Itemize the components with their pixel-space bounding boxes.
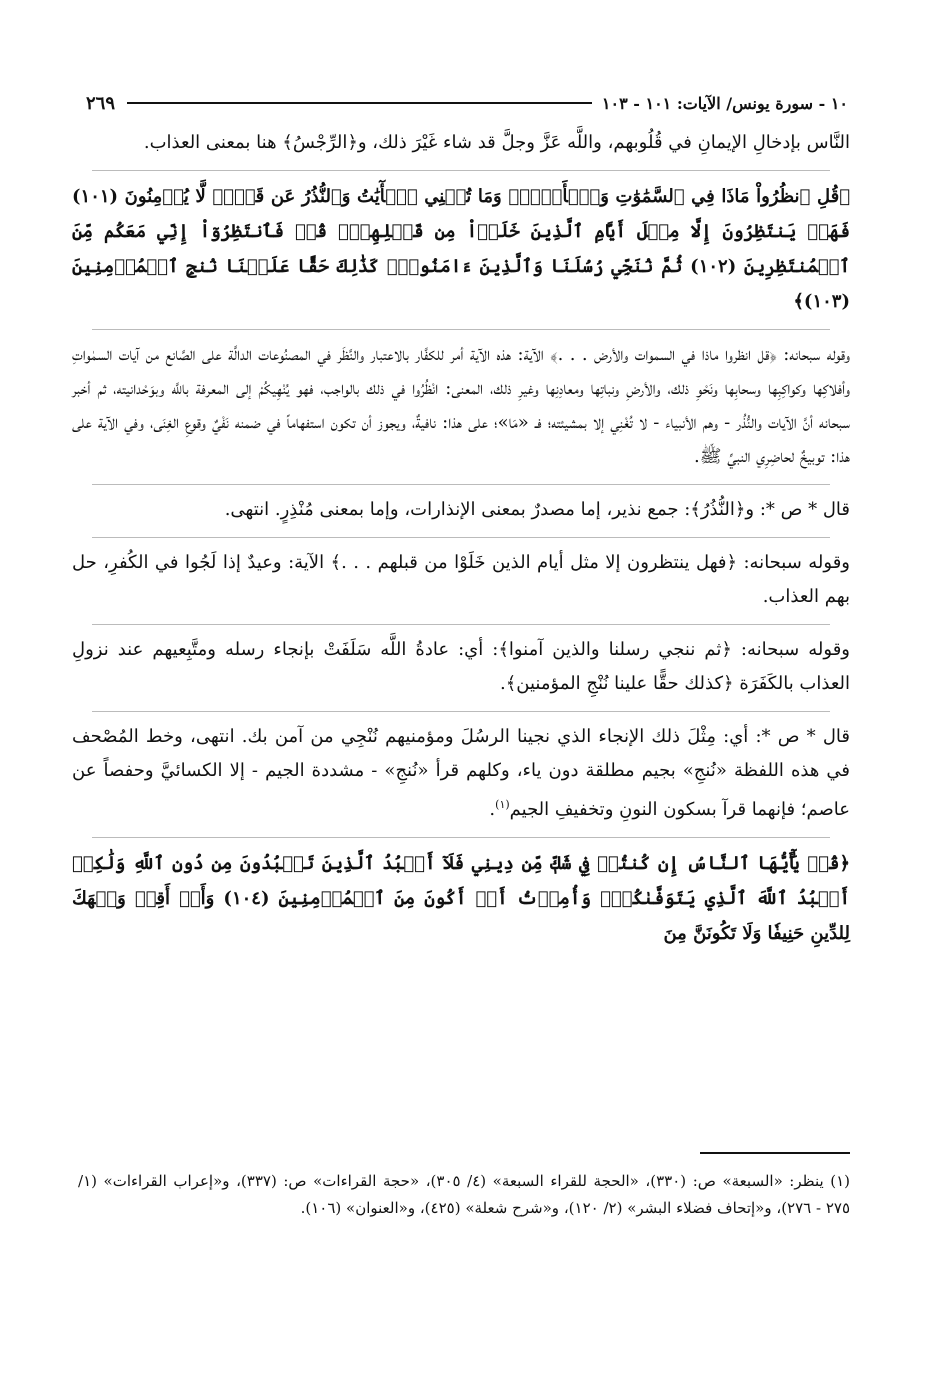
footnote-1: (١) ينظر: «السبعة» ص: (٣٣٠)، «الحجة للقراء السبعة» (٤/ ٣٠٥)، «حجة القراءات» ص: (٣٣٧)، و«إعراب القراءات» (١/ ٢٧٥ - ٢٧٦)، و«إتحاف فضلاء البشر» (٢/ ١٢٠)، و«شرح شعلة» (٤٢٥)، و«العنوان» (١٠٦).: [78, 1172, 850, 1217]
page-body: [72, 126, 850, 961]
paragraph-commentary-103: وقوله سبحانه: ﴿ثم ننجي رسلنا والذين آمنوا﴾: أي: عادةُ اللَّه سَلَفَتْ بإنجاء رسله ومتَّبِعيهم عند نزولِ العذاب بالكَفَرَة ﴿كذلك حقًّا علينا نُنْجِ المؤمنين﴾.: [72, 639, 850, 694]
paragraph-qiraat: قال * ص *: أي: مِثْلَ ذلك الإنجاء الذي نجينا الرسُلَ ومؤمنيهم نُنْجِي من آمن بك. انتهى، وخط المُصْحف في هذه اللفظة «نُنجِ» بجيم مطلقة دون ياء، وكلهم قرأ «نُنجِ» - مشددة الجيم - إلا الكسائيَّ وحفصاً عن عاصم؛ فإنهما قرآ بسكون النونِ وتخفيفِ الجيم$^{(١)}$.: [72, 726, 850, 820]
footnotes: [78, 1152, 850, 1237]
header-rule: [127, 102, 592, 104]
paragraph-intro: النَّاس بإدخالِ الإيمانِ في قُلُوبهم، واللَّه عَزَّ وجلَّ قد شاء غَيْرَ ذلك، و﴿الرِّجْسُ﴾ هنا بمعنى العذاب.: [143, 132, 850, 153]
paragraph-commentary-102: وقوله سبحانه: ﴿فهل ينتظرون إلا مثل أيام الذين خَلَوْا من قبلهم . . .﴾ الآية: وعيدٌ إذا لَجُوا في الكُفرِ، حل بهم العذاب.: [72, 552, 850, 607]
quran-verses-104-105: ﴿قُلۡ يَٰٓأَيُّهَا ٱلنَّاسُ إِن كُنتُمۡ فِي شَكّٖ مِّن دِينِي فَلَآ أَعۡبُدُ ٱلَّذِينَ تَعۡبُدُونَ مِن دُونِ ٱللَّهِ وَلَٰكِنۡ أَعۡبُدُ ٱللَّهَ ٱلَّذِي يَتَوَفَّىٰكُمۡۖ وَأُمِرۡتُ أَنۡ أَكُونَ مِنَ ٱلۡمُؤۡمِنِينَ (١٠٤) وَأَنۡ أَقِمۡ وَجۡهَكَ لِلدِّينِ حَنِيفٗا وَلَا تَكُونَنَّ مِنَ: [72, 853, 850, 944]
separator: [92, 837, 830, 838]
separator: [92, 711, 830, 712]
paragraph-nudhur: قال * ص *: و﴿النُّذُرُ﴾: جمع نذير، إما مصدرٌ بمعنى الإنذارات، وإما بمعنى مُنْذِرٍ. انتهى.: [224, 499, 850, 520]
footnote-marker[interactable]: (١): [495, 798, 510, 811]
separator: [92, 484, 830, 485]
page-number: ٢٦٩: [86, 92, 116, 114]
paragraph-commentary-101: وقوله سبحانه: ﴿قل انظروا ماذا في السموات والأرض . . .﴾ الآية: هذه الآية أمر للكفَّار بالاعتبار والنَّظَر في المصنُوعات الدالَّة على الصَّانع من آيات السمٰواتِ وأفلاكِها وكواكِبِها وسحابِها ونَحْوِ ذلك، والأرضِ ونباتِها ومعادِنِها وغيرِ ذلك، المعنى: انْظُرُوا في ذلك بالواجب، فهو يُنْهِيكُمْ إلى المعرفة باللَّه وبوَحْدانيته، ثم أخبر سبحانه أنَّ الآيات والنُّذُر - وهم الأنبياء - لا تُغْنِي إلا بمشيئته؛ فـ «مَا»؛ على هذا: نافيةٌ، ويجوز أن تكون استفهاماً في ضمنه نَفْيٌ وقوعِ الغِنَى، وفي الآية على هذا: توبيخٌ لحاضِرِي النبيِّ ﷺ.: [72, 344, 850, 467]
footnote-rule: [700, 1152, 850, 1154]
separator: [92, 170, 830, 171]
separator: [92, 537, 830, 538]
running-title: ١٠ - سورة يونس/ الآيات: ١٠١ - ١٠٣: [601, 93, 848, 113]
separator: [92, 624, 830, 625]
separator: [92, 329, 830, 330]
page-header: [86, 86, 848, 120]
quran-verses-101-103: ﴿قُلِ ٱنظُرُواْ مَاذَا فِي ٱلسَّمَٰوَٰتِ وَٱلۡأَرۡضِۚ وَمَا تُغۡنِي ٱلۡأٓيَٰتُ وَٱلنُّذُرُ عَن قَوۡمٖ لَّا يُؤۡمِنُونَ (١٠١) فَهَلۡ يَنتَظِرُونَ إِلَّا مِثۡلَ أَيَّامِ ٱلَّذِينَ خَلَوۡاْ مِن قَبۡلِهِمۡۚ قُلۡ فَٱنتَظِرُوٓاْ إِنِّي مَعَكُم مِّنَ ٱلۡمُنتَظِرِينَ (١٠٢) ثُمَّ نُنَجِّي رُسُلَنَا وَٱلَّذِينَ ءَامَنُواْۚ كَذَٰلِكَ حَقًّا عَلَيۡنَا نُنجِ ٱلۡمُؤۡمِنِينَ (١٠٣)﴾: [72, 186, 850, 312]
paragraph-qiraat-text: قال * ص *: أي: مِثْلَ ذلك الإنجاء الذي نجينا الرسُلَ ومؤمنيهم نُنْجِي من آمن بك. انتهى، وخط المُصْحف في هذه اللفظة «نُنجِ» بجيم مطلقة دون ياء، وكلهم قرأ «نُنجِ» - مشددة الجيم - إلا الكسائيَّ وحفصاً عن عاصم؛ فإنهما قرآ بسكون النونِ وتخفيفِ الجيم: [72, 726, 850, 820]
